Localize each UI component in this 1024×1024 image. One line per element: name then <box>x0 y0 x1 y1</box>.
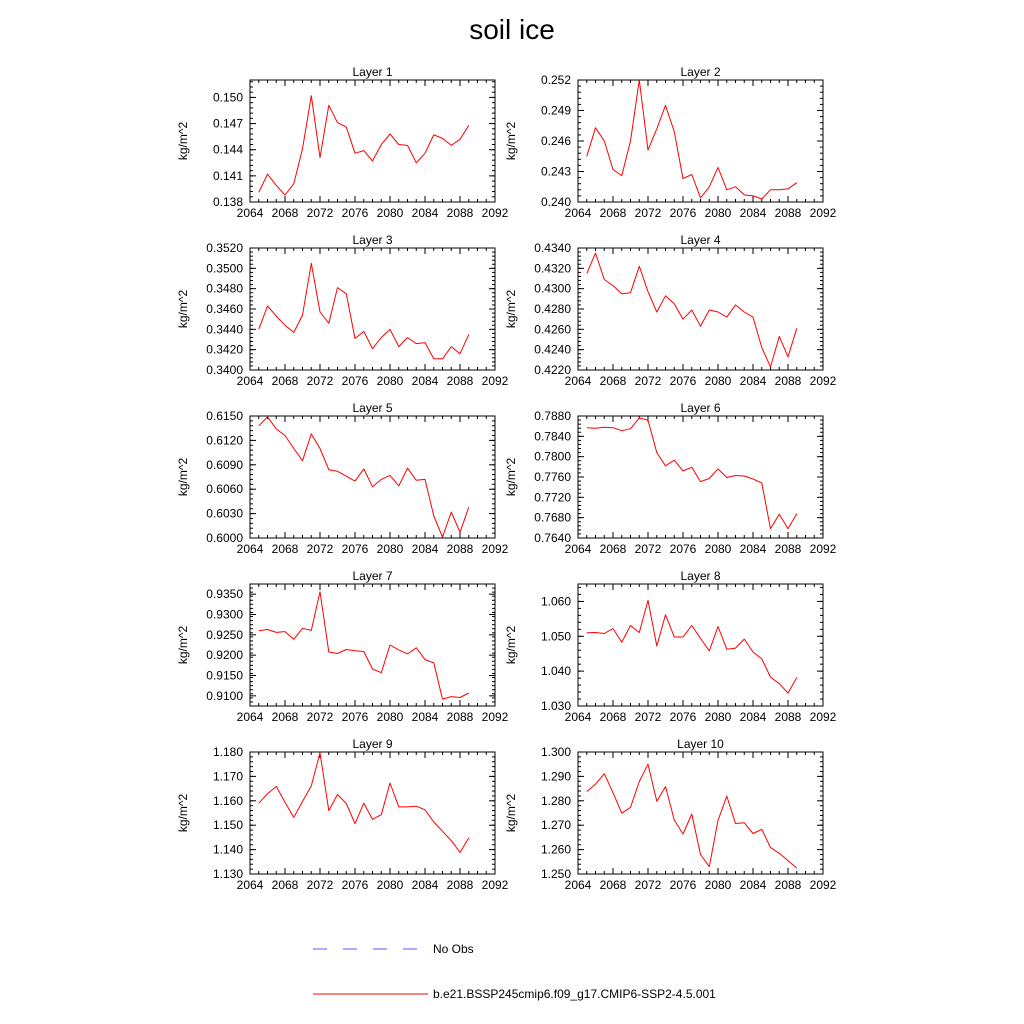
y-tick-label: 0.4340 <box>534 241 571 255</box>
y-tick-label: 1.260 <box>540 842 571 857</box>
y-axis-label: kg/m^2 <box>176 289 190 329</box>
y-tick-label: 0.249 <box>540 103 571 118</box>
legend-model-label: b.e21.BSSP245cmip6.f09_g17.CMIP6-SSP2-4.5.001 <box>433 987 716 1001</box>
y-tick-label: 0.9300 <box>206 607 243 622</box>
x-tick-label: 2084 <box>739 878 767 892</box>
panel-title: Layer 10 <box>677 737 724 751</box>
y-tick-label: 1.140 <box>212 842 243 857</box>
y-tick-label: 0.6000 <box>206 531 243 545</box>
x-tick-label: 2092 <box>809 710 837 724</box>
x-tick-label: 2064 <box>564 206 592 220</box>
y-axis-label: kg/m^2 <box>504 457 518 497</box>
y-tick-label: 1.270 <box>540 818 571 833</box>
x-tick-label: 2076 <box>341 374 369 388</box>
x-tick-label: 2080 <box>704 542 732 556</box>
y-tick-label: 0.7640 <box>534 531 571 545</box>
x-tick-label: 2064 <box>236 542 264 556</box>
y-axis-label: kg/m^2 <box>504 625 518 665</box>
x-tick-label: 2076 <box>341 542 369 556</box>
panel-title: Layer 4 <box>680 233 721 247</box>
x-tick-label: 2092 <box>481 542 509 556</box>
x-tick-label: 2092 <box>481 878 509 892</box>
y-tick-label: 1.250 <box>540 867 571 881</box>
y-tick-label: 1.030 <box>540 699 571 713</box>
x-tick-label: 2080 <box>704 206 732 220</box>
x-tick-label: 2064 <box>236 206 264 220</box>
y-axis-label: kg/m^2 <box>176 457 190 497</box>
x-tick-label: 2076 <box>669 710 697 724</box>
y-axis-label: kg/m^2 <box>504 289 518 329</box>
x-tick-label: 2064 <box>236 710 264 724</box>
y-tick-label: 0.4260 <box>534 322 571 337</box>
y-tick-label: 0.9200 <box>206 648 243 663</box>
x-tick-label: 2084 <box>739 206 767 220</box>
x-tick-label: 2092 <box>481 374 509 388</box>
x-tick-label: 2076 <box>341 206 369 220</box>
y-tick-label: 1.160 <box>212 793 243 808</box>
x-tick-label: 2076 <box>669 542 697 556</box>
x-tick-label: 2072 <box>634 542 662 556</box>
x-tick-label: 2068 <box>599 542 627 556</box>
y-tick-label: 1.290 <box>540 769 571 784</box>
y-tick-label: 0.3500 <box>206 261 243 276</box>
y-tick-label: 1.130 <box>212 867 243 881</box>
x-tick-label: 2076 <box>669 374 697 388</box>
x-tick-label: 2064 <box>236 878 264 892</box>
x-tick-label: 2092 <box>809 542 837 556</box>
y-tick-label: 0.3460 <box>206 302 243 316</box>
x-tick-label: 2068 <box>271 206 299 220</box>
x-tick-label: 2084 <box>411 374 439 388</box>
y-tick-label: 0.6120 <box>206 433 243 448</box>
x-tick-label: 2064 <box>236 374 264 388</box>
x-tick-label: 2084 <box>411 206 439 220</box>
x-tick-label: 2068 <box>599 374 627 388</box>
y-tick-label: 1.280 <box>540 793 571 808</box>
y-tick-label: 1.300 <box>540 745 571 759</box>
x-tick-label: 2088 <box>774 878 802 892</box>
y-tick-label: 0.4240 <box>534 342 571 357</box>
x-tick-label: 2084 <box>411 878 439 892</box>
x-tick-label: 2072 <box>306 710 334 724</box>
y-tick-label: 0.7760 <box>534 470 571 484</box>
y-tick-label: 0.252 <box>540 73 571 87</box>
x-tick-label: 2084 <box>411 542 439 556</box>
legend-obs-label: No Obs <box>433 942 474 956</box>
x-tick-label: 2084 <box>739 710 767 724</box>
x-tick-label: 2068 <box>271 542 299 556</box>
y-axis-label: kg/m^2 <box>504 793 518 833</box>
y-tick-label: 0.246 <box>540 134 571 148</box>
x-tick-label: 2092 <box>809 206 837 220</box>
y-tick-label: 0.4280 <box>534 302 571 316</box>
y-tick-label: 0.7880 <box>534 409 571 423</box>
panel-title: Layer 1 <box>352 65 393 79</box>
x-tick-label: 2072 <box>634 206 662 220</box>
x-tick-label: 2072 <box>634 374 662 388</box>
x-tick-label: 2080 <box>376 542 404 556</box>
x-tick-label: 2072 <box>634 710 662 724</box>
y-tick-label: 0.7720 <box>534 490 571 505</box>
y-tick-label: 0.4220 <box>534 363 571 377</box>
y-tick-label: 0.141 <box>212 168 243 183</box>
y-tick-label: 0.9250 <box>206 627 243 642</box>
x-tick-label: 2076 <box>341 878 369 892</box>
y-tick-label: 0.147 <box>212 116 243 131</box>
x-tick-label: 2088 <box>446 374 474 388</box>
x-tick-label: 2072 <box>306 542 334 556</box>
y-tick-label: 0.240 <box>540 195 571 209</box>
x-tick-label: 2064 <box>564 374 592 388</box>
x-tick-label: 2068 <box>599 206 627 220</box>
x-tick-label: 2092 <box>481 710 509 724</box>
panel-title: Layer 8 <box>680 569 721 583</box>
page-title: soil ice <box>469 14 555 45</box>
x-tick-label: 2076 <box>669 878 697 892</box>
y-tick-label: 0.6030 <box>206 506 243 521</box>
x-tick-label: 2092 <box>809 878 837 892</box>
x-tick-label: 2088 <box>774 374 802 388</box>
x-tick-label: 2084 <box>739 542 767 556</box>
x-tick-label: 2080 <box>704 374 732 388</box>
panel-title: Layer 7 <box>352 569 393 583</box>
x-tick-label: 2064 <box>564 878 592 892</box>
y-tick-label: 0.7800 <box>534 449 571 464</box>
x-tick-label: 2076 <box>341 710 369 724</box>
y-tick-label: 0.6150 <box>206 409 243 423</box>
panel-title: Layer 6 <box>680 401 721 415</box>
y-tick-label: 1.040 <box>540 664 571 679</box>
y-tick-label: 0.7840 <box>534 429 571 444</box>
y-axis-label: kg/m^2 <box>504 121 518 161</box>
y-tick-label: 1.060 <box>540 594 571 609</box>
x-tick-label: 2092 <box>481 206 509 220</box>
x-tick-label: 2088 <box>774 710 802 724</box>
y-tick-label: 1.150 <box>212 818 243 833</box>
x-tick-label: 2088 <box>446 206 474 220</box>
x-tick-label: 2072 <box>634 878 662 892</box>
x-tick-label: 2088 <box>774 206 802 220</box>
x-tick-label: 2068 <box>271 878 299 892</box>
y-tick-label: 1.170 <box>212 769 243 784</box>
y-tick-label: 0.4320 <box>534 261 571 276</box>
x-tick-label: 2080 <box>704 878 732 892</box>
y-tick-label: 0.6090 <box>206 457 243 472</box>
y-tick-label: 1.180 <box>212 745 243 759</box>
y-tick-label: 0.243 <box>540 164 571 179</box>
x-tick-label: 2084 <box>411 710 439 724</box>
y-tick-label: 1.050 <box>540 629 571 644</box>
y-tick-label: 0.3400 <box>206 363 243 377</box>
x-tick-label: 2072 <box>306 206 334 220</box>
panel-title: Layer 3 <box>352 233 393 247</box>
x-tick-label: 2088 <box>774 542 802 556</box>
panel-title: Layer 2 <box>680 65 721 79</box>
y-tick-label: 0.3440 <box>206 322 243 337</box>
x-tick-label: 2088 <box>446 878 474 892</box>
x-tick-label: 2064 <box>564 542 592 556</box>
y-tick-label: 0.6060 <box>206 482 243 497</box>
y-tick-label: 0.3520 <box>206 241 243 255</box>
y-tick-label: 0.138 <box>212 195 243 209</box>
panel-title: Layer 5 <box>352 401 393 415</box>
x-tick-label: 2084 <box>739 374 767 388</box>
x-tick-label: 2064 <box>564 710 592 724</box>
y-tick-label: 0.3420 <box>206 342 243 357</box>
x-tick-label: 2080 <box>376 374 404 388</box>
x-tick-label: 2068 <box>599 878 627 892</box>
x-tick-label: 2072 <box>306 878 334 892</box>
panel-title: Layer 9 <box>352 737 393 751</box>
x-tick-label: 2080 <box>376 206 404 220</box>
x-tick-label: 2072 <box>306 374 334 388</box>
x-tick-label: 2088 <box>446 542 474 556</box>
x-tick-label: 2076 <box>669 206 697 220</box>
y-axis-label: kg/m^2 <box>176 121 190 161</box>
x-tick-label: 2080 <box>704 710 732 724</box>
y-axis-label: kg/m^2 <box>176 793 190 833</box>
y-tick-label: 0.7680 <box>534 510 571 525</box>
y-tick-label: 0.9100 <box>206 688 243 703</box>
x-tick-label: 2088 <box>446 710 474 724</box>
x-tick-label: 2092 <box>809 374 837 388</box>
x-tick-label: 2068 <box>599 710 627 724</box>
x-tick-label: 2080 <box>376 878 404 892</box>
y-tick-label: 0.4300 <box>534 281 571 296</box>
y-tick-label: 0.9350 <box>206 587 243 602</box>
y-axis-label: kg/m^2 <box>176 625 190 665</box>
y-tick-label: 0.9150 <box>206 668 243 683</box>
y-tick-label: 0.3480 <box>206 281 243 296</box>
x-tick-label: 2068 <box>271 710 299 724</box>
y-tick-label: 0.150 <box>212 90 243 105</box>
x-tick-label: 2080 <box>376 710 404 724</box>
x-tick-label: 2068 <box>271 374 299 388</box>
y-tick-label: 0.144 <box>212 142 243 157</box>
